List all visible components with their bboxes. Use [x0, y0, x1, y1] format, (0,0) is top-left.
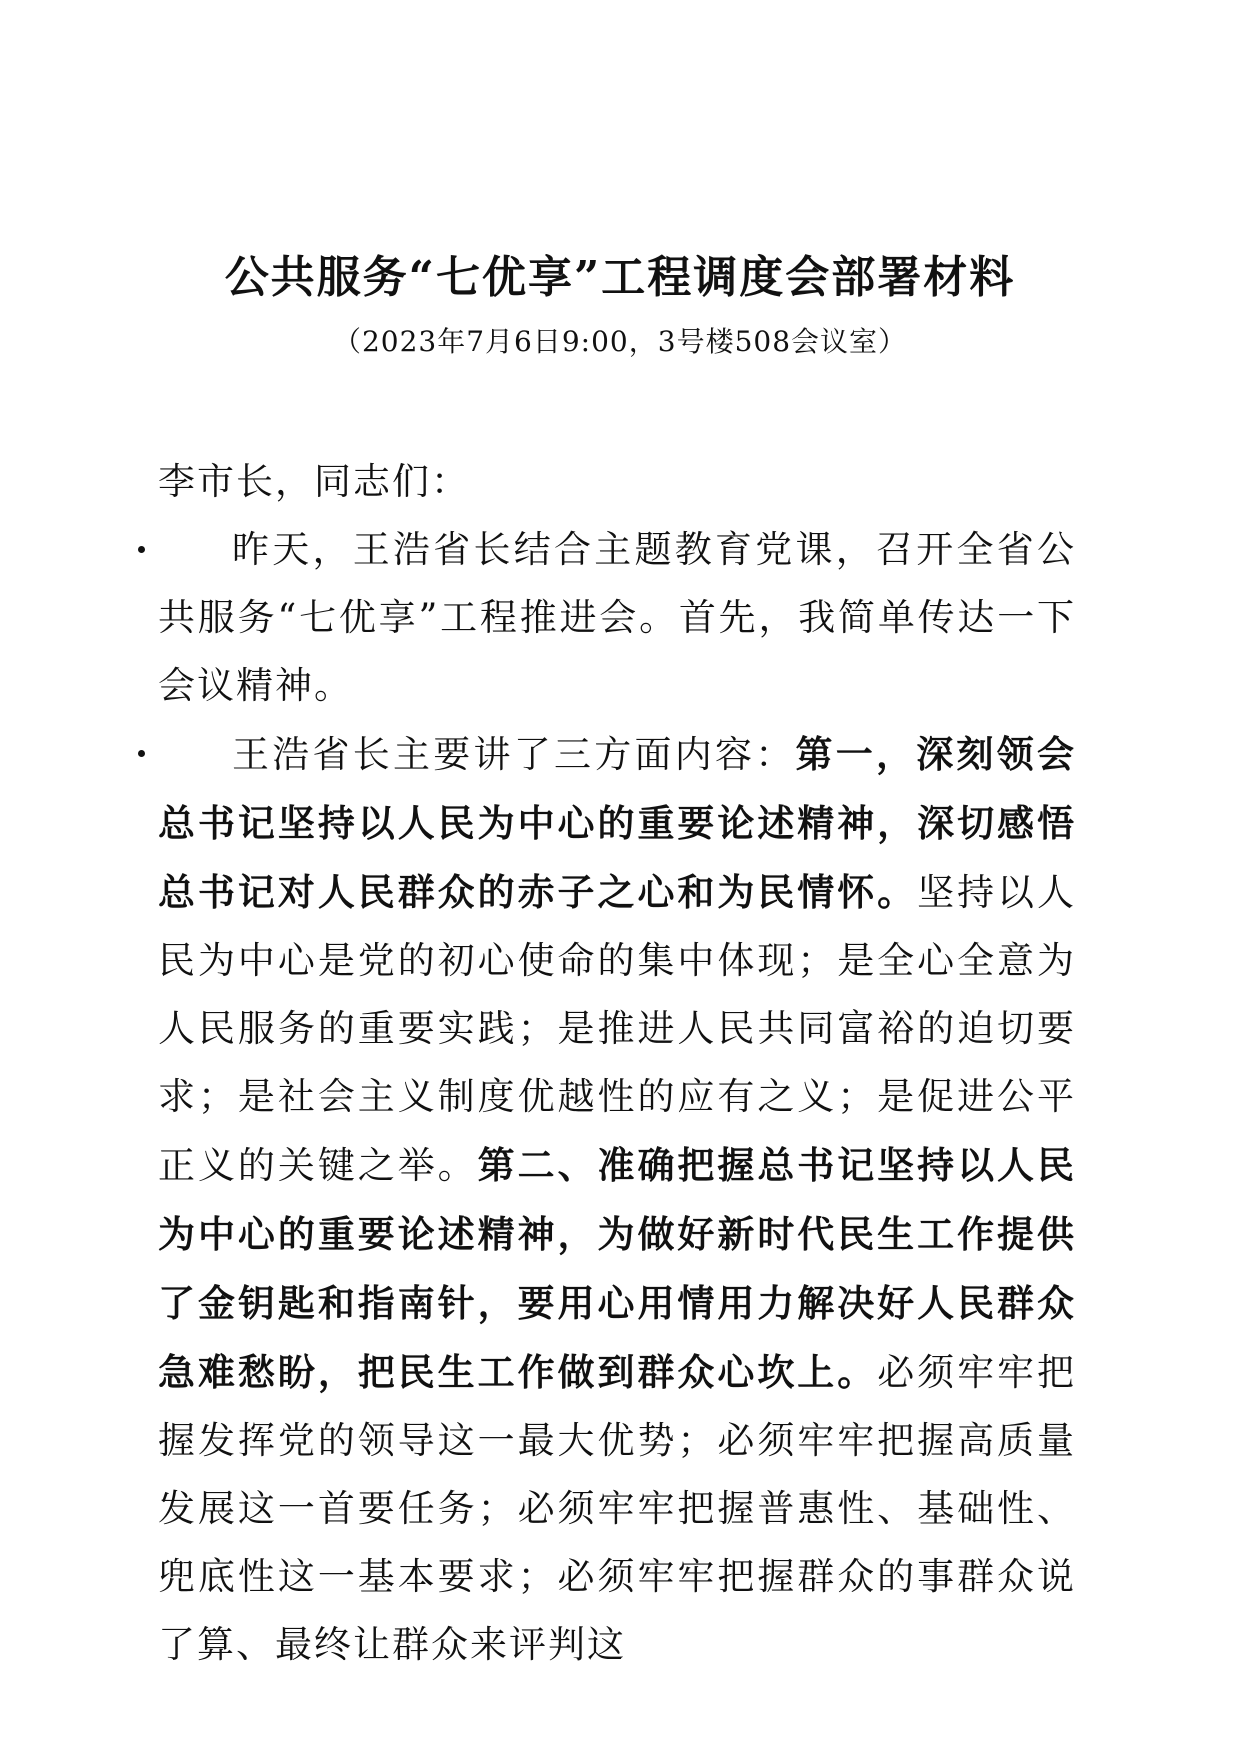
document-title: 公共服务“七优享”工程调度会部署材料: [224, 252, 1016, 303]
salutation: 李市长，同志们：: [158, 460, 470, 503]
paragraph-2-intro: 王浩省长主要讲了三方面内容：: [232, 733, 796, 776]
point-one-heading: 第一，深刻领会总书记坚持以人民为中心的重要论述精神，深切感悟总书记对人民群众的赤子之心和为民情怀。: [158, 732, 1076, 914]
paragraph-2: [158, 720, 1076, 1679]
point-two-detail: 必须牢牢把握发挥党的领导这一最大优势；必须牢牢把握高质量发展这一首要任务；必须牢牢把握普惠性、基础性、兜底性这一基本要求；必须牢牢把握群众的事群众说了算、最终让群众来评判这: [158, 1351, 1077, 1666]
paragraph-1: [158, 516, 1076, 720]
document-body: [158, 448, 1076, 1679]
bullet-marker: [138, 750, 145, 757]
meeting-time-location: （2023年7月6日9:00，3号楼508会议室）: [332, 325, 908, 358]
point-one-detail: 坚持以人民为中心是党的初心使命的集中体现；是全心全意为人民服务的重要实践；是推进人民共同富裕的迫切要求；是社会主义制度优越性的应有之义；是促进公平正义的关键之举。: [158, 871, 1077, 1187]
paragraph-1-text: 昨天，王浩省长结合主题教育党课，召开全省公共服务“七优享”工程推进会。首先，我简单传达一下会议精神。: [158, 528, 1076, 707]
point-two-heading: 第二、准确把握总书记坚持以人民为中心的重要论述精神，为做好新时代民生工作提供了金钥匙和指南针，要用心用情用力解决好人民群众急难愁盼，把民生工作做到群众心坎上。: [158, 1143, 1077, 1394]
bullet-marker: [138, 546, 145, 553]
